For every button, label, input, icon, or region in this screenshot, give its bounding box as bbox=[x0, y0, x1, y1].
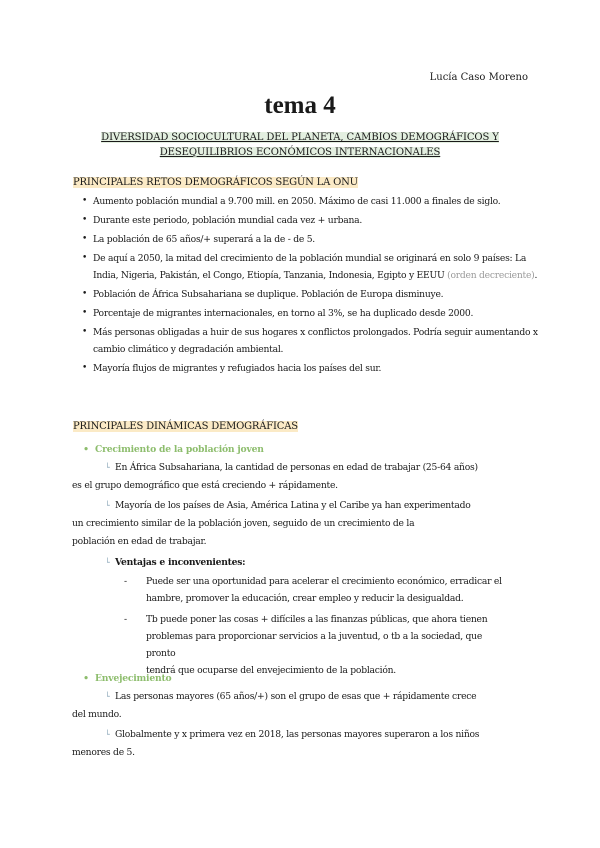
dash-item-text: Puede ser una oportunidad para acelerar el crecimiento económico, erradicar el hambre, promover la educación, crear empleo y reducir la desigualdad. bbox=[146, 576, 502, 604]
paragraph-line bbox=[105, 688, 476, 705]
section-heading-retos bbox=[73, 176, 358, 190]
bullet-dot-icon: • bbox=[83, 673, 89, 684]
dash-item-text: Tb puede poner las cosas + difíciles a las finanzas públicas, que ahora tienen problemas para proporcionar servicios a la juventud, o tb a la sociedad, que pronto tendrá que ocuparse del envejecimiento de la población. bbox=[146, 614, 488, 676]
paragraph-text: En África Subsahariana, la cantidad de personas en edad de trabajar (25-64 años) bbox=[115, 462, 478, 473]
list-item bbox=[72, 231, 542, 248]
ventajas-label-text: Ventajas e inconvenientes: bbox=[115, 557, 246, 568]
arrow-corner-icon: └ bbox=[105, 463, 110, 472]
subtitle-line-1: DIVERSIDAD SOCIOCULTURAL DEL PLANETA, CAMBIOS DEMOGRÁFICOS Y bbox=[101, 132, 499, 143]
author-name: Lucía Caso Moreno bbox=[429, 72, 528, 83]
paragraph-line: menores de 5. bbox=[72, 747, 135, 758]
list-item-period: . bbox=[534, 270, 538, 281]
item-title: Envejecimiento bbox=[95, 673, 172, 684]
section-heading-dinamicas-text: PRINCIPALES DINÁMICAS DEMOGRÁFICAS bbox=[73, 421, 298, 432]
list-item-text: La población de 65 años/+ superará a la de - de 5. bbox=[93, 234, 315, 245]
paragraph-line: un crecimiento similar de la población joven, seguido de un crecimiento de la bbox=[72, 518, 415, 529]
list-item bbox=[72, 360, 542, 377]
section-heading-dinamicas bbox=[73, 420, 298, 434]
dash-item bbox=[124, 611, 524, 676]
paragraph-line: del mundo. bbox=[72, 709, 122, 720]
bullet-dot-icon: • bbox=[83, 444, 89, 455]
list-item-text: Mayoría flujos de migrantes y refugiados hacia los países del sur. bbox=[93, 363, 382, 374]
item-envejecimiento bbox=[77, 670, 171, 687]
paragraph-text: Globalmente y x primera vez en 2018, las personas mayores superaron a los niños bbox=[115, 729, 480, 740]
list-item bbox=[72, 212, 542, 229]
paragraph-line bbox=[105, 497, 471, 514]
list-item-text: Aumento población mundial a 9.700 mill. en 2050. Máximo de casi 11.000 a finales de siglo. bbox=[93, 196, 501, 207]
paragraph-line: es el grupo demográfico que está creciendo + rápidamente. bbox=[72, 480, 338, 491]
paragraph-line bbox=[105, 726, 479, 743]
item-crecimiento-joven bbox=[77, 441, 264, 458]
arrow-corner-icon: └ bbox=[105, 692, 110, 701]
arrow-corner-icon: └ bbox=[105, 501, 110, 510]
paragraph-line bbox=[105, 459, 478, 476]
list-item bbox=[72, 193, 542, 210]
paragraph-text: Las personas mayores (65 años/+) son el grupo de esas que + rápidamente crece bbox=[115, 691, 477, 702]
list-item bbox=[72, 305, 542, 322]
retos-list bbox=[72, 193, 542, 379]
ventajas-label bbox=[105, 554, 245, 571]
list-item-text: Más personas obligadas a huir de sus hogares x conflictos prolongados. Podría seguir aumentando x cambio climático y degradación ambiental. bbox=[93, 327, 538, 355]
page-title: tema 4 bbox=[264, 92, 336, 119]
list-item-text: Durante este periodo, población mundial cada vez + urbana. bbox=[93, 215, 363, 226]
dash-icon: - bbox=[124, 576, 127, 587]
section-heading-retos-text: PRINCIPALES RETOS DEMOGRÁFICOS SEGÚN LA ONU bbox=[73, 177, 358, 188]
list-item bbox=[72, 286, 542, 303]
dash-item bbox=[124, 573, 524, 607]
list-item-text: Porcentaje de migrantes internacionales, en torno al 3%, se ha duplicado desde 2000. bbox=[93, 308, 474, 319]
arrow-corner-icon: └ bbox=[105, 730, 110, 739]
paragraph-text: Mayoría de los países de Asia, América Latina y el Caribe ya han experimentado bbox=[115, 500, 471, 511]
arrow-corner-icon: └ bbox=[105, 558, 110, 567]
list-item bbox=[72, 324, 542, 358]
subtitle-line-2: DESEQUILIBRIOS ECONÓMICOS INTERNACIONALES bbox=[159, 147, 441, 158]
subtitle bbox=[90, 130, 510, 160]
paragraph-line: población en edad de trabajar. bbox=[72, 536, 207, 547]
list-item-note: (orden decreciente) bbox=[447, 270, 535, 281]
list-item-text: De aquí a 2050, la mitad del crecimiento de la población mundial se originará en solo 9 países: La India, Nigeria, Pakistán, el Congo, Etiopía, Tanzania, Indonesia, Egipto y EEUU bbox=[93, 253, 527, 281]
list-item bbox=[72, 250, 542, 284]
item-title: Crecimiento de la población joven bbox=[95, 444, 264, 455]
list-item-text: Población de África Subsahariana se duplique. Población de Europa disminuye. bbox=[93, 289, 444, 300]
dash-icon: - bbox=[124, 614, 127, 625]
